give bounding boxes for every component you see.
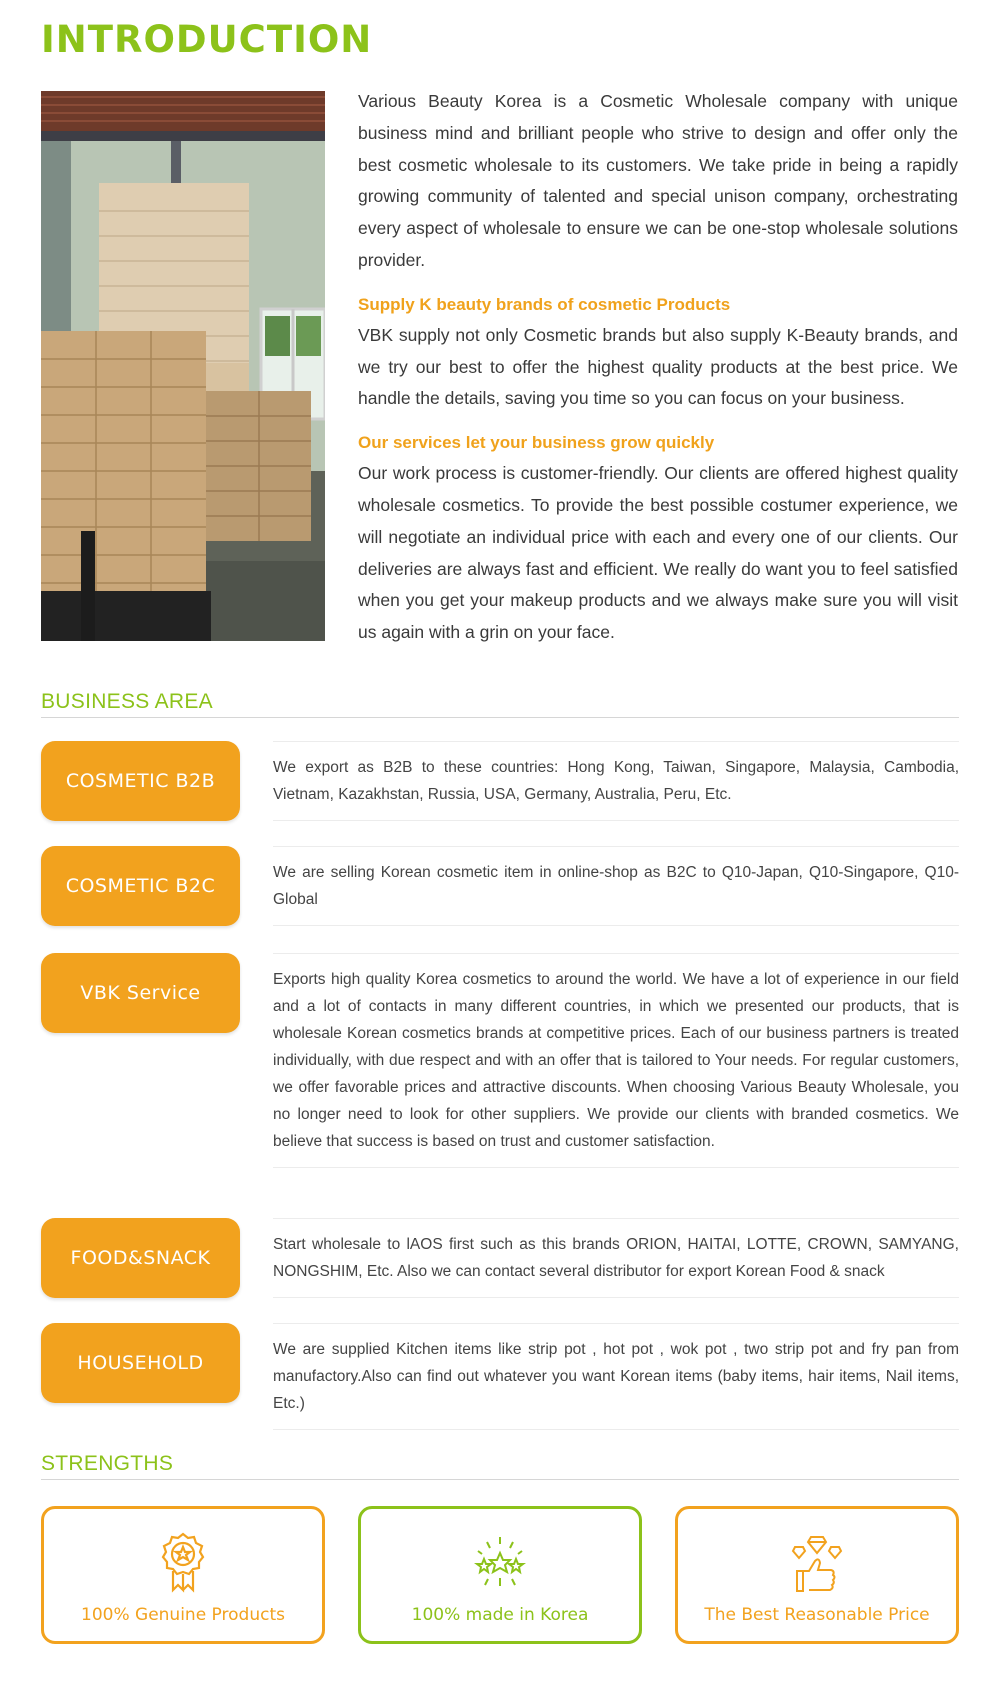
- food-snack-description: Start wholesale to lAOS first such as this brands ORION, HAITAI, LOTTE, CROWN, SAMYANG, NONGSHIM, Etc. Also we can contact several distributor for export Korean Food & snack: [273, 1218, 959, 1298]
- strength-made-in-korea-label: 100% made in Korea: [411, 1605, 589, 1625]
- cosmetic-b2b-button[interactable]: COSMETIC B2B: [41, 741, 240, 821]
- strength-card-genuine: [41, 1506, 325, 1644]
- business-area-title: BUSINESS AREA: [41, 690, 959, 718]
- three-stars-icon: [472, 1531, 528, 1593]
- strength-card-price: [675, 1506, 959, 1644]
- page-title: INTRODUCTION: [41, 18, 373, 61]
- strength-card-made-in-korea: [358, 1506, 642, 1644]
- intro-paragraph-1: Various Beauty Korea is a Cosmetic Wholesale company with unique business mind and brilliant people who strive to design and offer only the best cosmetic wholesale to its customers. We take pride in being a rapidly growing community of talented and special unison company, orchestrating every aspect of wholesale to ensure we can be one-stop wholesale solutions provider.: [358, 91, 958, 270]
- strength-genuine-label: 100% Genuine Products: [81, 1605, 285, 1625]
- vbk-service-description: Exports high quality Korea cosmetics to around the world. We have a lot of experience in our field and a lot of contacts in many different countries, in which we presented our products, that is wholesale Korean cosmetics brands at competitive prices. Each of our business partners is treated individually, with due respect and with an offer that is tailored to Your needs. For regular customers, we offer favorable prices and attractive discounts. When choosing Various Beauty Wholesale, you no longer need to look for other suppliers. We provide our clients with branded cosmetics. We believe that success is based on trust and customer satisfaction.: [273, 953, 959, 1168]
- cosmetic-b2b-description: We export as B2B to these countries: Hong Kong, Taiwan, Singapore, Malaysia, Cambodia, Vietnam, Kazakhstan, Russia, USA, Germany, Australia, Peru, Etc.: [273, 741, 959, 821]
- award-ribbon-icon: [155, 1531, 211, 1593]
- strengths-title: STRENGTHS: [41, 1452, 959, 1480]
- household-button[interactable]: HOUSEHOLD: [41, 1323, 240, 1403]
- intro-paragraph-2: VBK supply not only Cosmetic brands but also supply K-Beauty brands, and we try our best to offer the highest quality products at the best price. We handle the details, saving you time so you can focus on your business.: [358, 324, 958, 409]
- intro-heading-supply: Supply K beauty brands of cosmetic Products: [358, 294, 731, 314]
- diamonds-thumbs-up-icon: [789, 1531, 845, 1593]
- food-snack-button[interactable]: FOOD&SNACK: [41, 1218, 240, 1298]
- cosmetic-b2c-description: We are selling Korean cosmetic item in online-shop as B2C to Q10-Japan, Q10-Singapore, Q10-Global: [273, 846, 959, 926]
- strength-price-label: The Best Reasonable Price: [704, 1605, 930, 1625]
- intro-text: [358, 86, 958, 649]
- household-description: We are supplied Kitchen items like strip pot , hot pot , wok pot , two strip pot and fry pan from manufactory.Also can find out whatever you want Korean items (baby items, hair items, Nail items, Etc.): [273, 1323, 959, 1430]
- vbk-service-button[interactable]: VBK Service: [41, 953, 240, 1033]
- cosmetic-b2c-button[interactable]: COSMETIC B2C: [41, 846, 240, 926]
- intro-paragraph-3: Our work process is customer-friendly. Our clients are offered highest quality wholesale cosmetics. To provide the best possible costumer experience, we will negotiate an individual price with each and every one of our clients. Our deliveries are always fast and efficient. We really do want you to feel satisfied when you get your makeup products and we always make sure you will visit us again with a grin on your face.: [358, 463, 958, 643]
- warehouse-photo: [41, 91, 325, 641]
- intro-heading-services: Our services let your business grow quickly: [358, 433, 715, 453]
